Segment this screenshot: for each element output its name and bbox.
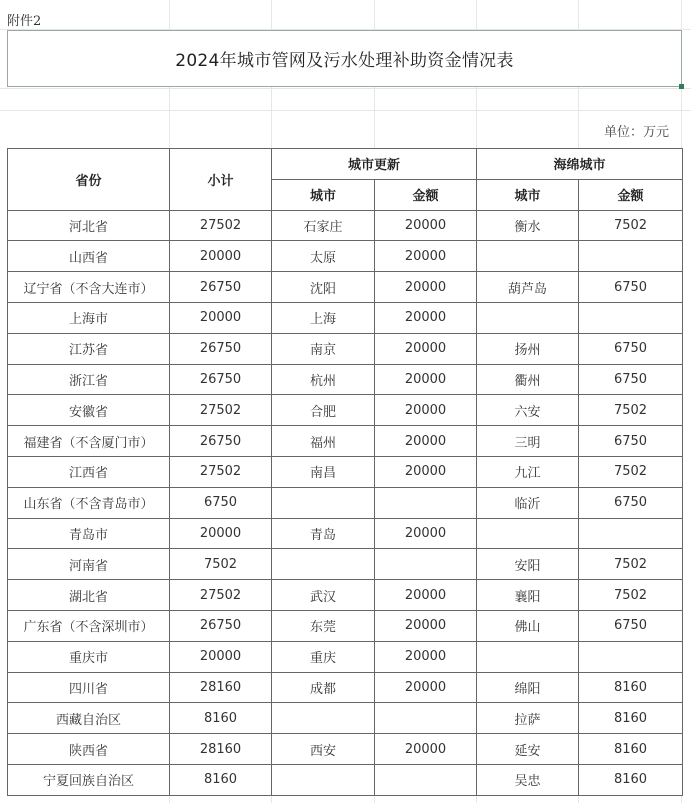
cell-ur-city[interactable]: 南京: [272, 333, 375, 364]
cell-subtotal[interactable]: 26750: [170, 333, 272, 364]
gridline: [0, 110, 691, 111]
cell-province[interactable]: 福建省（不含厦门市）: [8, 426, 170, 457]
cell-province[interactable]: 重庆市: [8, 641, 170, 672]
table-row: [8, 703, 683, 734]
cell-ur-amount[interactable]: 20000: [375, 333, 477, 364]
cell-ur-city[interactable]: [272, 487, 375, 518]
cell-sc-city[interactable]: 安阳: [477, 549, 579, 580]
cell-subtotal[interactable]: 26750: [170, 272, 272, 303]
cell-province[interactable]: 辽宁省（不含大连市）: [8, 272, 170, 303]
header-subtotal[interactable]: 小计: [170, 149, 272, 211]
unit-label: 单位：万元: [603, 125, 669, 140]
table-row: [8, 734, 683, 765]
cell-sc-city[interactable]: 六安: [477, 395, 579, 426]
cell-sc-amount[interactable]: 6750: [579, 426, 683, 457]
table-row: [8, 333, 683, 364]
table-row: [8, 210, 683, 241]
cell-ur-amount[interactable]: [375, 764, 477, 795]
cell-ur-city[interactable]: 重庆: [272, 641, 375, 672]
cell-sc-amount[interactable]: [579, 302, 683, 333]
cell-ur-city[interactable]: 石家庄: [272, 210, 375, 241]
cell-subtotal[interactable]: 27502: [170, 456, 272, 487]
cell-ur-city[interactable]: 西安: [272, 734, 375, 765]
cell-ur-amount[interactable]: 20000: [375, 610, 477, 641]
cell-ur-amount[interactable]: [375, 487, 477, 518]
cell-ur-amount[interactable]: [375, 703, 477, 734]
cell-subtotal[interactable]: 20000: [170, 302, 272, 333]
cell-sc-city[interactable]: 临沂: [477, 487, 579, 518]
cell-ur-city[interactable]: [272, 764, 375, 795]
cell-sc-amount[interactable]: 8160: [579, 734, 683, 765]
cell-province[interactable]: 广东省（不含深圳市）: [8, 610, 170, 641]
cell-province[interactable]: 西藏自治区: [8, 703, 170, 734]
cell-ur-amount[interactable]: 20000: [375, 302, 477, 333]
cell-ur-amount[interactable]: 20000: [375, 426, 477, 457]
cell-ur-amount[interactable]: 20000: [375, 734, 477, 765]
cell-ur-amount[interactable]: 20000: [375, 672, 477, 703]
cell-subtotal[interactable]: 27502: [170, 210, 272, 241]
cell-province[interactable]: 上海市: [8, 302, 170, 333]
cell-subtotal[interactable]: 26750: [170, 610, 272, 641]
table-row: [8, 272, 683, 303]
cell-ur-city[interactable]: 杭州: [272, 364, 375, 395]
cell-province[interactable]: 安徽省: [8, 395, 170, 426]
gridline: [0, 88, 691, 89]
table-row: [8, 364, 683, 395]
cell-sc-city[interactable]: 三明: [477, 426, 579, 457]
cell-province[interactable]: 山西省: [8, 241, 170, 272]
cell-sc-city[interactable]: 佛山: [477, 610, 579, 641]
cell-sc-amount[interactable]: 7502: [579, 395, 683, 426]
cell-sc-amount[interactable]: [579, 641, 683, 672]
cell-subtotal[interactable]: 20000: [170, 518, 272, 549]
cell-sc-amount[interactable]: 8160: [579, 764, 683, 795]
table-row: [8, 549, 683, 580]
cell-subtotal[interactable]: 7502: [170, 549, 272, 580]
cell-ur-city[interactable]: 合肥: [272, 395, 375, 426]
subsidy-table: [7, 148, 683, 796]
cell-sc-amount[interactable]: 7502: [579, 210, 683, 241]
cell-ur-city[interactable]: 青岛: [272, 518, 375, 549]
cell-subtotal[interactable]: 8160: [170, 764, 272, 795]
cell-sc-city[interactable]: 延安: [477, 734, 579, 765]
cell-sc-city[interactable]: [477, 302, 579, 333]
cell-subtotal[interactable]: 26750: [170, 364, 272, 395]
table-row: [8, 610, 683, 641]
cell-sc-city[interactable]: [477, 241, 579, 272]
fill-handle[interactable]: [679, 84, 684, 89]
cell-province[interactable]: 宁夏回族自治区: [8, 764, 170, 795]
cell-ur-city[interactable]: [272, 703, 375, 734]
table-row: [8, 395, 683, 426]
cell-subtotal[interactable]: 27502: [170, 395, 272, 426]
cell-subtotal[interactable]: 8160: [170, 703, 272, 734]
cell-sc-amount[interactable]: 8160: [579, 672, 683, 703]
cell-sc-city[interactable]: 绵阳: [477, 672, 579, 703]
cell-subtotal[interactable]: 26750: [170, 426, 272, 457]
cell-sc-city[interactable]: 葫芦岛: [477, 272, 579, 303]
title-cell[interactable]: [7, 30, 682, 87]
cell-sc-amount[interactable]: 6750: [579, 610, 683, 641]
cell-sc-city[interactable]: 衢州: [477, 364, 579, 395]
cell-ur-city[interactable]: 南昌: [272, 456, 375, 487]
cell-sc-city[interactable]: [477, 641, 579, 672]
cell-ur-amount[interactable]: 20000: [375, 641, 477, 672]
cell-sc-city[interactable]: 扬州: [477, 333, 579, 364]
table-row: [8, 580, 683, 611]
table-row: [8, 456, 683, 487]
cell-province[interactable]: 河南省: [8, 549, 170, 580]
cell-ur-city[interactable]: 太原: [272, 241, 375, 272]
cell-ur-amount[interactable]: 20000: [375, 210, 477, 241]
cell-ur-amount[interactable]: 20000: [375, 364, 477, 395]
table-row: [8, 241, 683, 272]
header-ur-amount[interactable]: 金额: [375, 179, 477, 210]
cell-province[interactable]: 江西省: [8, 456, 170, 487]
page-title: 2024年城市管网及污水处理补助资金情况表: [175, 51, 514, 71]
table-row: [8, 487, 683, 518]
cell-ur-amount[interactable]: 20000: [375, 241, 477, 272]
cell-province[interactable]: 陕西省: [8, 734, 170, 765]
cell-subtotal[interactable]: 20000: [170, 641, 272, 672]
table-row: [8, 764, 683, 795]
table-row: [8, 672, 683, 703]
cell-subtotal[interactable]: 20000: [170, 241, 272, 272]
header-sc-city[interactable]: 城市: [477, 179, 579, 210]
header-ur-city[interactable]: 城市: [272, 179, 375, 210]
cell-subtotal[interactable]: 28160: [170, 672, 272, 703]
attachment-label: 附件2: [7, 14, 42, 29]
cell-province[interactable]: 河北省: [8, 210, 170, 241]
cell-sc-city[interactable]: 九江: [477, 456, 579, 487]
cell-ur-city[interactable]: 上海: [272, 302, 375, 333]
cell-sc-amount[interactable]: 7502: [579, 456, 683, 487]
table-row: [8, 302, 683, 333]
cell-sc-amount[interactable]: [579, 518, 683, 549]
cell-ur-amount[interactable]: 20000: [375, 580, 477, 611]
cell-sc-city[interactable]: 拉萨: [477, 703, 579, 734]
cell-province[interactable]: 浙江省: [8, 364, 170, 395]
cell-sc-amount[interactable]: 7502: [579, 580, 683, 611]
cell-ur-amount[interactable]: 20000: [375, 518, 477, 549]
cell-sc-amount[interactable]: 6750: [579, 487, 683, 518]
cell-ur-city[interactable]: 东莞: [272, 610, 375, 641]
cell-sc-amount[interactable]: 6750: [579, 272, 683, 303]
table-row: [8, 426, 683, 457]
cell-sc-city[interactable]: 吴忠: [477, 764, 579, 795]
cell-ur-amount[interactable]: 20000: [375, 395, 477, 426]
header-urban-renewal[interactable]: 城市更新: [272, 149, 477, 180]
cell-sc-amount[interactable]: 6750: [579, 333, 683, 364]
header-sponge-city[interactable]: 海绵城市: [477, 149, 683, 180]
cell-sc-amount[interactable]: [579, 241, 683, 272]
cell-sc-city[interactable]: 衡水: [477, 210, 579, 241]
cell-sc-amount[interactable]: 8160: [579, 703, 683, 734]
cell-sc-city[interactable]: [477, 518, 579, 549]
cell-province[interactable]: 江苏省: [8, 333, 170, 364]
cell-ur-city[interactable]: 成都: [272, 672, 375, 703]
cell-province[interactable]: 湖北省: [8, 580, 170, 611]
table-body: [8, 210, 683, 795]
cell-ur-amount[interactable]: 20000: [375, 272, 477, 303]
cell-province[interactable]: 山东省（不含青岛市）: [8, 487, 170, 518]
cell-ur-amount[interactable]: [375, 549, 477, 580]
cell-subtotal[interactable]: 6750: [170, 487, 272, 518]
cell-sc-amount[interactable]: 7502: [579, 549, 683, 580]
cell-ur-city[interactable]: 福州: [272, 426, 375, 457]
table-row: [8, 518, 683, 549]
cell-subtotal[interactable]: 27502: [170, 580, 272, 611]
header-sc-amount[interactable]: 金额: [579, 179, 683, 210]
cell-subtotal[interactable]: 28160: [170, 734, 272, 765]
cell-ur-amount[interactable]: 20000: [375, 456, 477, 487]
header-province[interactable]: 省份: [8, 149, 170, 211]
cell-province[interactable]: 四川省: [8, 672, 170, 703]
cell-ur-city[interactable]: 沈阳: [272, 272, 375, 303]
table-row: [8, 641, 683, 672]
cell-ur-city[interactable]: [272, 549, 375, 580]
cell-ur-city[interactable]: 武汉: [272, 580, 375, 611]
cell-sc-amount[interactable]: 6750: [579, 364, 683, 395]
cell-province[interactable]: 青岛市: [8, 518, 170, 549]
cell-sc-city[interactable]: 襄阳: [477, 580, 579, 611]
